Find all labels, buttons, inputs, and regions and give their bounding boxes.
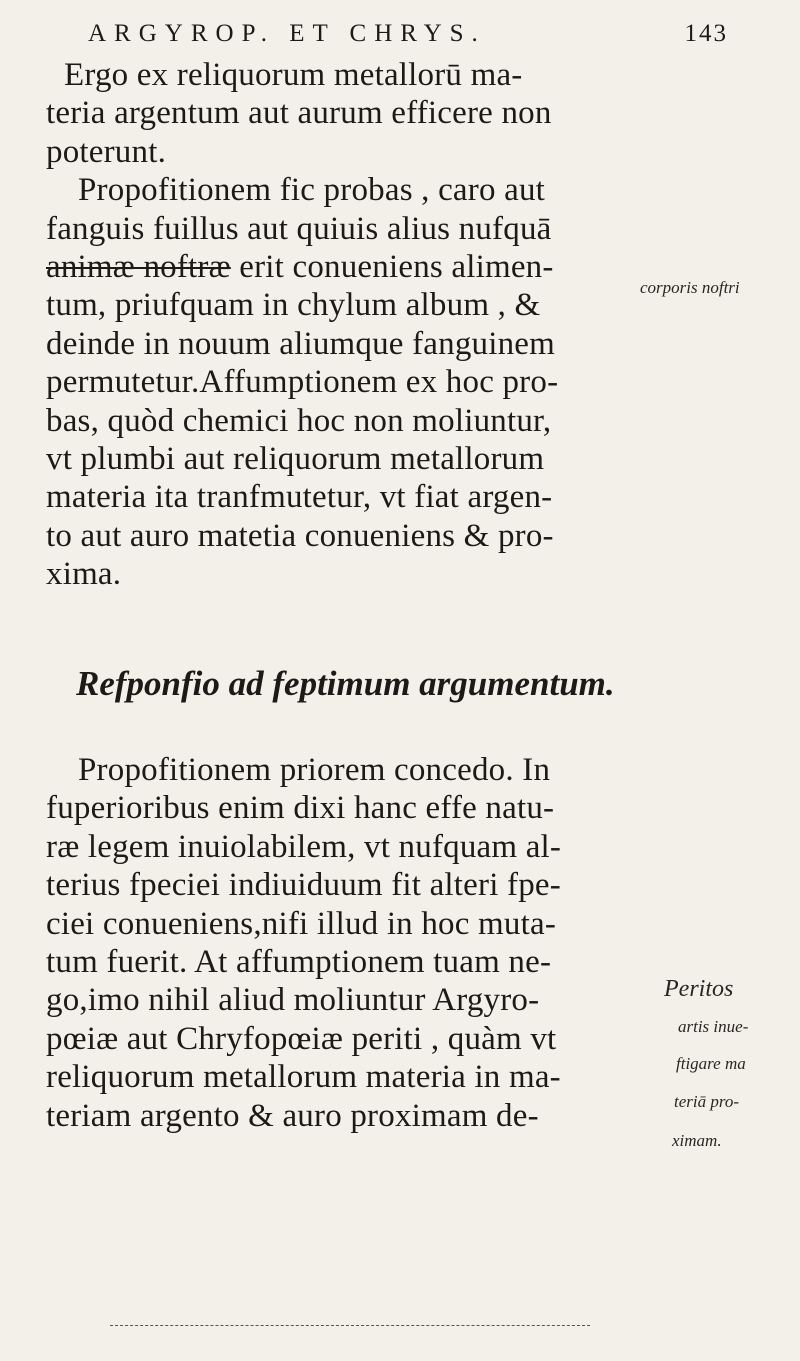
- text-line: bas, quòd chemici hoc non moliuntur,: [46, 402, 552, 439]
- text-line: ræ legem inuiolabilem, vt nufquam al-: [46, 828, 562, 865]
- text-line: terius fpeciei indiuiduum fit alteri fpe-: [46, 867, 561, 904]
- text-line: deinde in nouum aliumque fanguinem: [46, 325, 556, 362]
- margin-note: Peritos: [664, 976, 734, 1002]
- page-number: 143: [684, 20, 728, 47]
- text-line: fanguis fuillus aut quiuis alius nufquā: [46, 210, 552, 247]
- text-line: xima.: [46, 556, 122, 593]
- text-line: poterunt.: [46, 133, 167, 170]
- underline-mark: [110, 1325, 590, 1327]
- text-line: permutetur.Affumptionem ex hoc pro-: [46, 364, 559, 401]
- struck-words: animæ noftræ: [46, 248, 231, 285]
- text-line: to aut auro matetia conueniens & pro-: [46, 517, 554, 554]
- text-line: Ergo ex reliquorum metallorū ma-: [64, 57, 523, 93]
- text-block-bottom: [46, 751, 736, 1135]
- text-line: Propofitionem priorem concedo. In: [78, 752, 551, 788]
- text-line: materia ita tranfmutetur, vt fiat argen-: [46, 479, 553, 516]
- running-head: [88, 20, 728, 48]
- text-line: Propofitionem fic probas , caro aut: [78, 172, 546, 209]
- text-line: go,imo nihil aliud moliuntur Argyro-: [46, 982, 540, 1019]
- text-line: ciei conueniens,nifi illud in hoc muta-: [46, 905, 557, 942]
- margin-note-handwritten: corporis noftri: [640, 278, 740, 297]
- text-line: pœiæ aut Chryfopœiæ periti , quàm vt: [46, 1020, 557, 1057]
- text-line-with-strikethrough: [46, 249, 554, 285]
- text-line: vt plumbi aut reliquorum metallorum: [46, 440, 545, 477]
- section-heading: Refponfio ad feptimum argumentum.: [76, 664, 615, 703]
- text-line: tum fuerit. At affumptionem tuam ne-: [46, 943, 552, 980]
- text-line: teriam argento & auro proximam de-: [46, 1097, 539, 1134]
- margin-note: ftigare ma: [676, 1054, 746, 1073]
- margin-note: teriā pro-: [674, 1092, 740, 1111]
- text-line-struck: [46, 248, 736, 286]
- text-line: tum, priufquam in chylum album , &: [46, 287, 541, 324]
- text-block-top: [46, 56, 736, 593]
- margin-note: artis inue-: [678, 1017, 749, 1036]
- margin-note: ximam.: [672, 1131, 722, 1150]
- text-line: teria argentum aut aurum efficere non: [46, 95, 552, 132]
- remaining-words: erit conueniens alimen-: [230, 248, 554, 285]
- text-line: fuperioribus enim dixi hanc effe natu-: [46, 790, 555, 827]
- text-line: reliquorum metallorum materia in ma-: [46, 1059, 561, 1096]
- running-head-title: ARGYROP. ET CHRYS.: [88, 20, 486, 47]
